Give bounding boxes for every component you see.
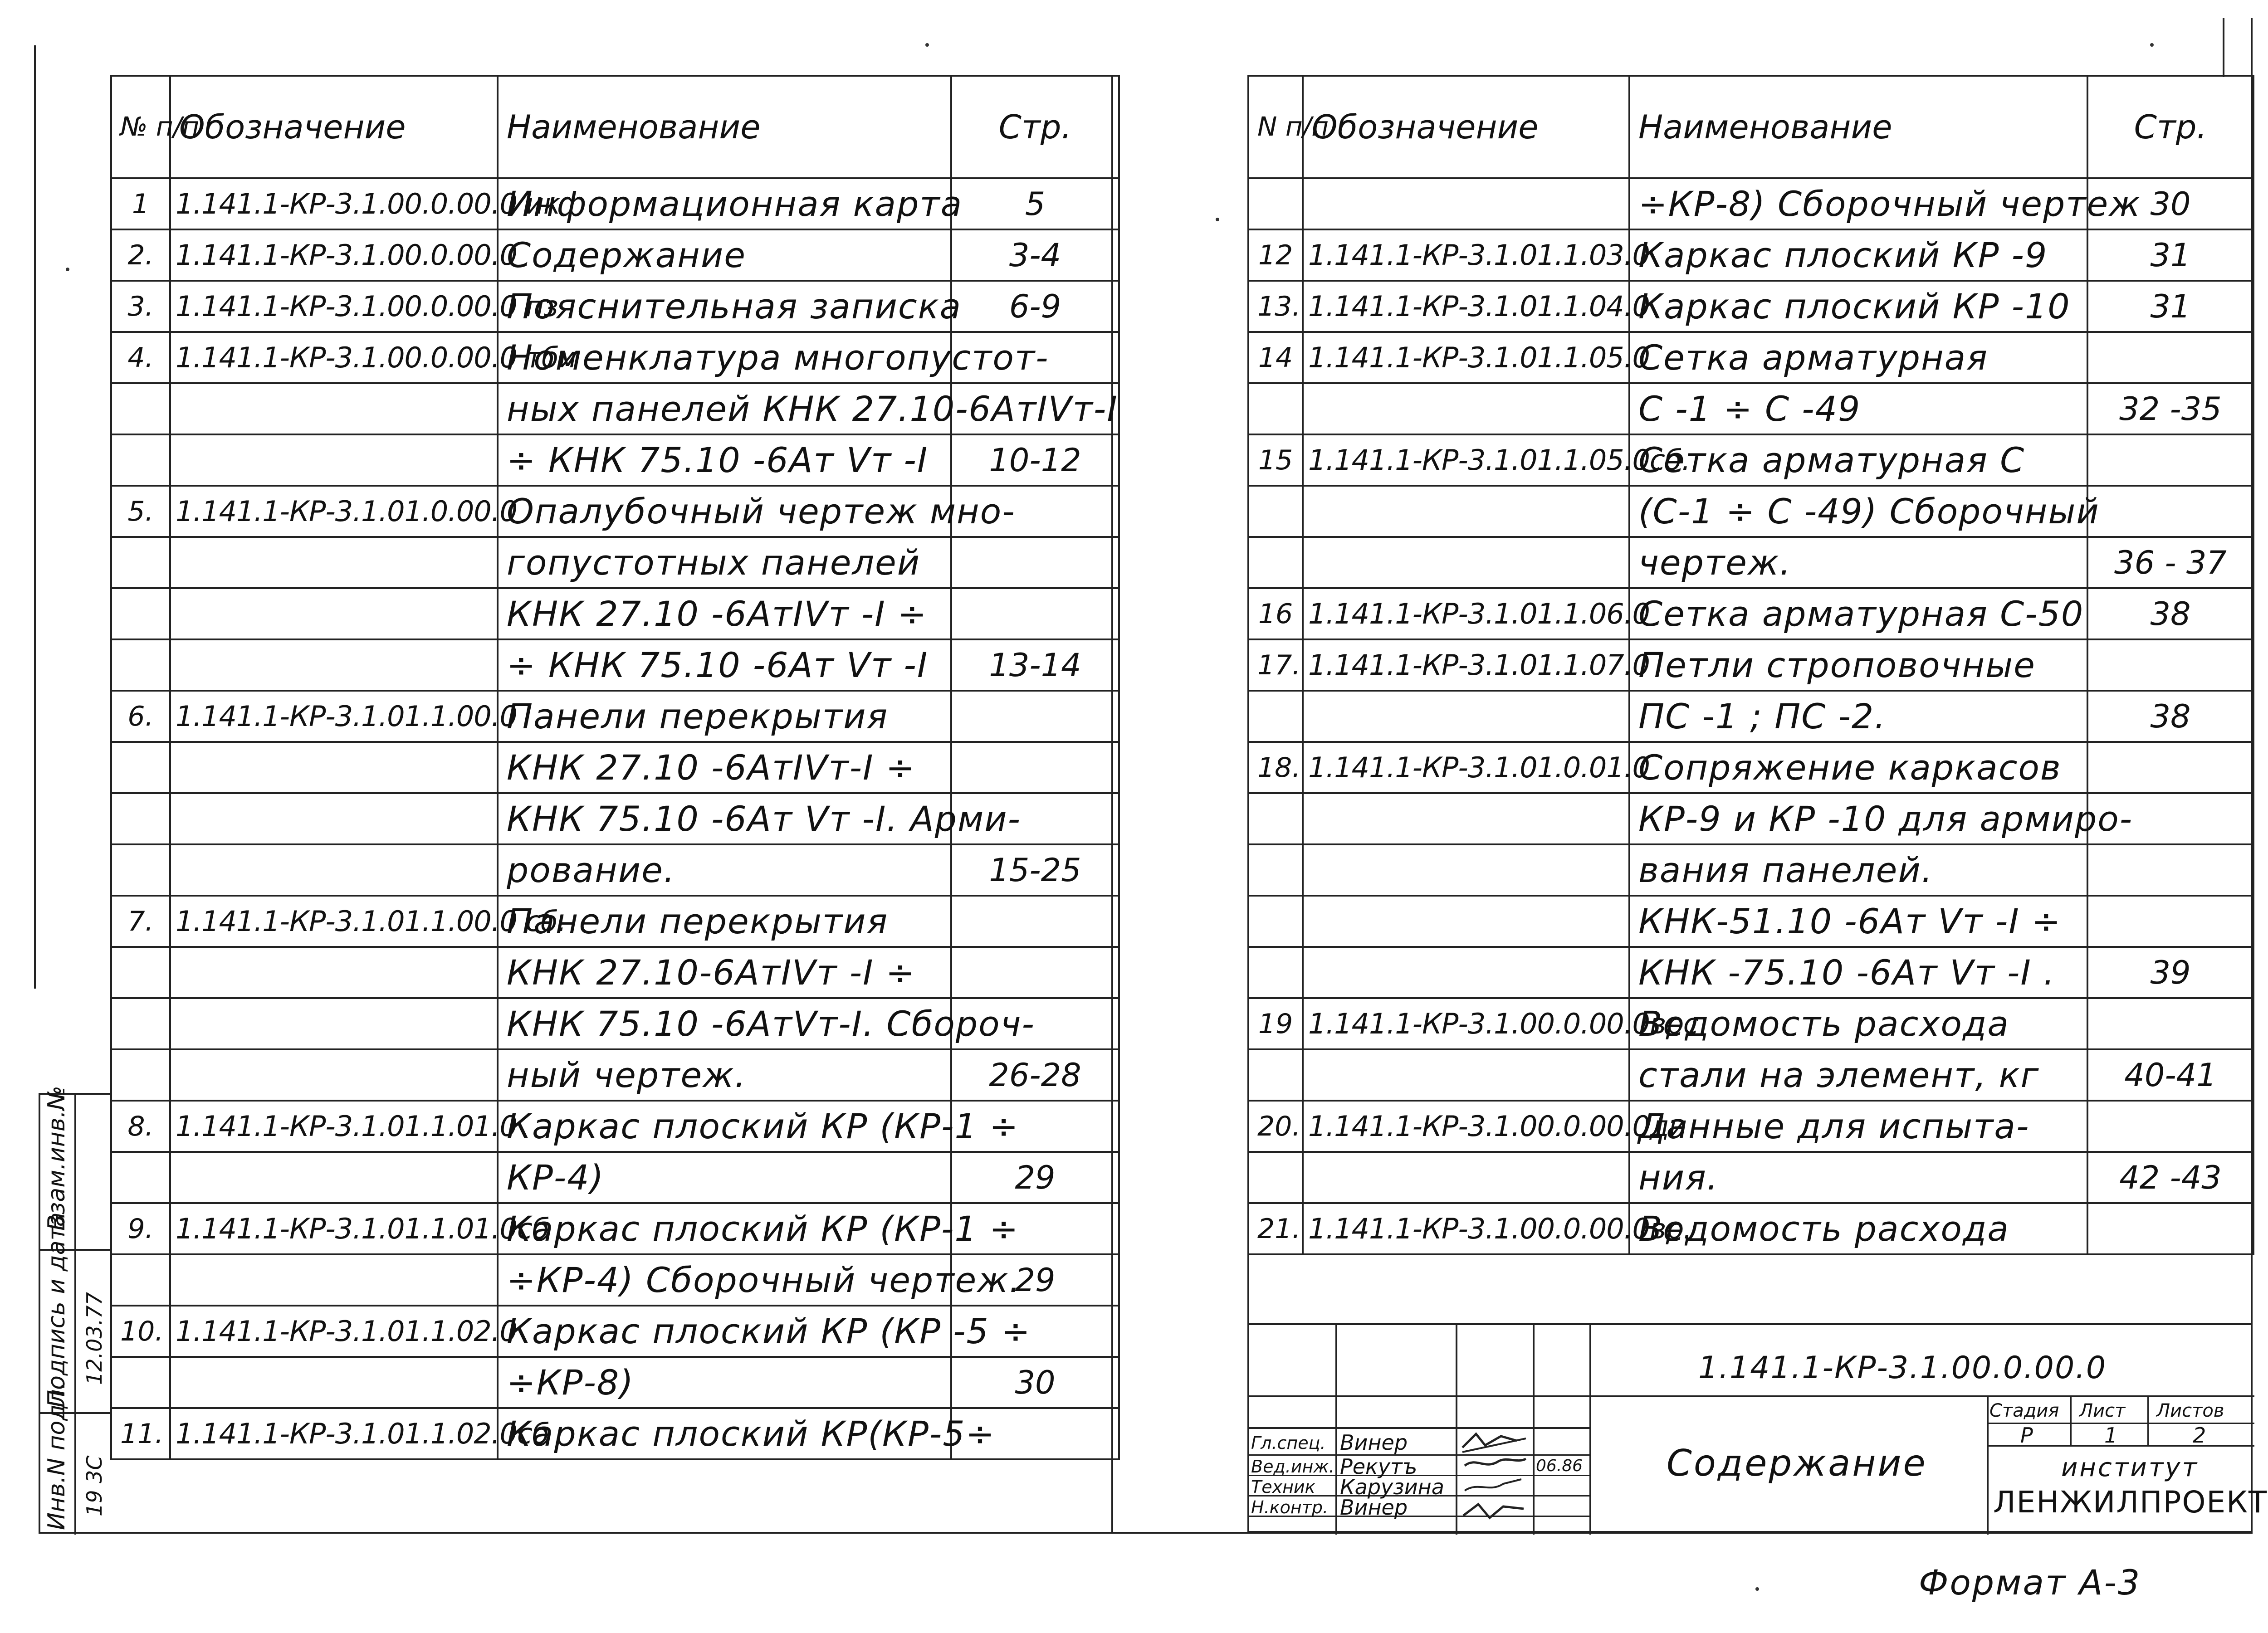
row-number <box>111 947 170 998</box>
row-page: 15-25 <box>951 844 1119 896</box>
replace-inv-label: Взам.инв.№ <box>43 1086 70 1231</box>
row-number <box>1248 793 1303 844</box>
table-row <box>111 1203 1119 1254</box>
row-page <box>951 947 1119 998</box>
table-row <box>111 486 1119 537</box>
row-title: ÷ КНК 75.10 -6Ат Vт -I <box>498 639 951 691</box>
header-name: Наименование <box>498 76 951 178</box>
row-title: Каркас плоский КР -9 <box>1629 229 2087 281</box>
row-title: вания панелей. <box>1629 844 2087 896</box>
row-designation <box>170 434 498 486</box>
contents-table-right <box>1247 75 2254 1255</box>
table-row <box>1248 1152 2253 1203</box>
row-title: Содержание <box>498 229 951 281</box>
frame-left-line <box>34 45 36 989</box>
table-row <box>111 896 1119 947</box>
row-designation: 1.141.1-КР-3.1.01.0.00.0 <box>170 486 498 537</box>
inv-no-label: Инв.N подл. <box>43 1381 70 1530</box>
header-no: № п/п <box>111 76 170 178</box>
row-page <box>2087 486 2253 537</box>
table-row <box>1248 896 2253 947</box>
row-number: 5. <box>111 486 170 537</box>
row-designation <box>170 742 498 793</box>
row-title: КНК 27.10-6АтIVт -I ÷ <box>498 947 951 998</box>
row-designation <box>1303 1152 1629 1203</box>
row-designation: 1.141.1-КР-3.1.00.0.00.0 <box>170 229 498 281</box>
row-title: стали на элемент, кг <box>1629 1049 2087 1101</box>
row-page: 32 -35 <box>2087 383 2253 434</box>
table-row <box>1248 537 2253 588</box>
row-page: 38 <box>2087 588 2253 639</box>
row-title: Панели перекрытия <box>498 896 951 947</box>
row-title: гопустотных панелей <box>498 537 951 588</box>
row-number <box>111 742 170 793</box>
row-number: 8. <box>111 1101 170 1152</box>
row-title: рование. <box>498 844 951 896</box>
row-number <box>111 998 170 1049</box>
signatures-icon <box>1458 1429 1533 1534</box>
row-number: 9. <box>111 1203 170 1254</box>
table-row <box>111 1306 1119 1357</box>
header-row <box>111 76 1119 178</box>
row-number: 16 <box>1248 588 1303 639</box>
row-page: 6-9 <box>951 281 1119 332</box>
stamp-title: Содержание <box>1667 1442 1927 1484</box>
row-page: 42 -43 <box>2087 1152 2253 1203</box>
row-page <box>2087 844 2253 896</box>
row-number <box>111 844 170 896</box>
row-title: Пояснительная записка <box>498 281 951 332</box>
row-number <box>111 434 170 486</box>
row-number <box>111 793 170 844</box>
row-title: ных панелей КНК 27.10-6АтIVт-I <box>498 383 951 434</box>
row-title: КНК -75.10 -6Ат Vт -I . <box>1629 947 2087 998</box>
row-number <box>1248 896 1303 947</box>
row-number <box>111 588 170 639</box>
header-code: Обозначение <box>170 76 498 178</box>
row-page <box>2087 434 2253 486</box>
header-page: Стр. <box>2087 76 2253 178</box>
row-designation: 1.141.1-КР-3.1.01.1.04.0 <box>1303 281 1629 332</box>
row-title: КР-4) <box>498 1152 951 1203</box>
table-row <box>111 1408 1119 1459</box>
header-no: N п/п <box>1248 76 1303 178</box>
row-page: 30 <box>2087 178 2253 229</box>
table-row <box>111 947 1119 998</box>
row-title: ÷ КНК 75.10 -6Ат Vт -I <box>498 434 951 486</box>
side-stamp <box>39 1086 110 1533</box>
row-designation: 1.141.1-КР-3.1.00.0.00.0 тби <box>170 332 498 383</box>
header-code: Обозначение <box>1303 76 1629 178</box>
row-number <box>1248 844 1303 896</box>
table-row <box>1248 947 2253 998</box>
row-title: Петли строповочные <box>1629 639 2087 691</box>
row-designation: 1.141.1-КР-3.1.01.1.02.0сб <box>170 1408 498 1459</box>
row-title: КНК 27.10 -6АтIVт -I ÷ <box>498 588 951 639</box>
row-designation: 1.141.1-КР-3.1.00.0.00.0 пз <box>170 281 498 332</box>
row-page: 5 <box>951 178 1119 229</box>
row-page <box>951 537 1119 588</box>
table-row <box>111 639 1119 691</box>
role-3: Техник <box>1251 1477 1315 1497</box>
row-title: Каркас плоский КР (КР -5 ÷ <box>498 1306 951 1357</box>
table-row <box>111 434 1119 486</box>
table-row <box>1248 742 2253 793</box>
scan-speck <box>2150 43 2154 47</box>
row-number: 19 <box>1248 998 1303 1049</box>
row-page <box>951 742 1119 793</box>
role-1: Гл.спец. <box>1251 1433 1326 1453</box>
row-title: Каркас плоский КР (КР-1 ÷ <box>498 1101 951 1152</box>
row-designation: 1.141.1-КР-3.1.01.1.00.0 <box>170 691 498 742</box>
row-designation: 1.141.1-КР-3.1.01.1.01.0 <box>170 1101 498 1152</box>
role-2: Вед.инж. <box>1251 1457 1334 1477</box>
table-row <box>1248 486 2253 537</box>
institute-label: институт <box>2061 1453 2199 1482</box>
row-designation <box>170 1357 498 1408</box>
row-designation <box>1303 691 1629 742</box>
row-number <box>1248 1152 1303 1203</box>
row-designation <box>1303 947 1629 998</box>
table-row <box>111 332 1119 383</box>
row-title: КР-9 и КР -10 для армиро- <box>1629 793 2087 844</box>
row-page: 13-14 <box>951 639 1119 691</box>
row-page: 29 <box>951 1254 1119 1306</box>
row-page: 31 <box>2087 281 2253 332</box>
row-page: 39 <box>2087 947 2253 998</box>
row-number <box>111 1152 170 1203</box>
row-number: 6. <box>111 691 170 742</box>
row-title: Опалубочный чертеж мно- <box>498 486 951 537</box>
row-number: 1 <box>111 178 170 229</box>
row-title: Данные для испыта- <box>1629 1101 2087 1152</box>
row-page: 3-4 <box>951 229 1119 281</box>
row-title: Каркас плоский КР -10 <box>1629 281 2087 332</box>
row-number: 18. <box>1248 742 1303 793</box>
row-title: чертеж. <box>1629 537 2087 588</box>
table-row <box>1248 998 2253 1049</box>
role-1-name: Винер <box>1340 1430 1408 1455</box>
row-designation: 1.141.1-КР-3.1.01.1.07.0 <box>1303 639 1629 691</box>
table-row <box>1248 178 2253 229</box>
row-designation: 1.141.1-КР-3.1.01.1.05.0сб. <box>1303 434 1629 486</box>
row-page <box>951 588 1119 639</box>
row-designation <box>1303 1049 1629 1101</box>
table-row <box>111 1152 1119 1203</box>
row-title: ПС -1 ; ПС -2. <box>1629 691 2087 742</box>
row-number: 3. <box>111 281 170 332</box>
row-title: Ведомость расхода <box>1629 1203 2087 1254</box>
row-page: 29 <box>951 1152 1119 1203</box>
table-row <box>1248 229 2253 281</box>
row-title: Сетка арматурная <box>1629 332 2087 383</box>
row-designation <box>170 537 498 588</box>
row-designation <box>1303 486 1629 537</box>
row-number: 11. <box>111 1408 170 1459</box>
row-designation <box>1303 896 1629 947</box>
row-page: 40-41 <box>2087 1049 2253 1101</box>
frame-corner-line <box>2223 18 2224 77</box>
row-title: Панели перекрытия <box>498 691 951 742</box>
row-designation: 1.141.1-КР-3.1.00.0.00.0врс <box>1303 998 1629 1049</box>
row-designation: 1.141.1-КР-3.1.01.1.06.0 <box>1303 588 1629 639</box>
row-designation <box>170 588 498 639</box>
row-number: 2. <box>111 229 170 281</box>
row-designation: 1.141.1-КР-3.1.01.1.01.0сб <box>170 1203 498 1254</box>
row-number: 10. <box>111 1306 170 1357</box>
row-page <box>2087 742 2253 793</box>
sheets-label: Листов <box>2156 1400 2224 1421</box>
stage-label: Стадия <box>1989 1400 2059 1421</box>
row-title: С -1 ÷ С -49 <box>1629 383 2087 434</box>
stamp-date: 06.86 <box>1536 1457 1583 1475</box>
row-designation <box>170 793 498 844</box>
row-designation: 1.141.1-КР-3.1.01.0.01.0 <box>1303 742 1629 793</box>
row-designation <box>170 947 498 998</box>
scan-speck <box>925 43 929 47</box>
row-number <box>111 1254 170 1306</box>
table-row <box>1248 1203 2253 1254</box>
header-row <box>1248 76 2253 178</box>
table-row <box>1248 383 2253 434</box>
title-block <box>1247 1323 2268 1533</box>
row-title: Каркас плоский КР(КР-5÷ <box>498 1408 951 1459</box>
row-page: 10-12 <box>951 434 1119 486</box>
stage-value: Р <box>2020 1423 2033 1448</box>
row-number <box>111 537 170 588</box>
row-page <box>2087 1203 2253 1254</box>
row-number <box>1248 691 1303 742</box>
row-number <box>1248 537 1303 588</box>
row-designation <box>1303 844 1629 896</box>
row-title: Каркас плоский КР (КР-1 ÷ <box>498 1203 951 1254</box>
table-row <box>111 1049 1119 1101</box>
row-designation: 1.141.1-КР-3.1.00.0.00.0ди <box>1303 1101 1629 1152</box>
row-title: КНК 75.10 -6Ат Vт -I. Арми- <box>498 793 951 844</box>
table-row <box>111 998 1119 1049</box>
row-number: 14 <box>1248 332 1303 383</box>
inv-value: 19 3С <box>82 1455 107 1516</box>
row-page <box>951 691 1119 742</box>
row-number: 20. <box>1248 1101 1303 1152</box>
row-designation <box>1303 178 1629 229</box>
scan-speck <box>1755 1587 1759 1591</box>
role-3-name: Карузина <box>1340 1475 1444 1499</box>
table-row <box>111 691 1119 742</box>
row-number <box>1248 1049 1303 1101</box>
table-row <box>111 281 1119 332</box>
row-page: 31 <box>2087 229 2253 281</box>
sheets-value: 2 <box>2193 1423 2206 1448</box>
table-row <box>1248 1049 2253 1101</box>
row-page <box>2087 639 2253 691</box>
row-title: Номенклатура многопустот- <box>498 332 951 383</box>
row-title: КНК-51.10 -6Ат Vт -I ÷ <box>1629 896 2087 947</box>
row-number: 13. <box>1248 281 1303 332</box>
sheet-label: Лист <box>2079 1400 2126 1421</box>
role-2-name: Рекутъ <box>1340 1454 1418 1479</box>
row-title: КНК 27.10 -6АтIVт-I ÷ <box>498 742 951 793</box>
table-row <box>111 229 1119 281</box>
row-title: Ведомость расхода <box>1629 998 2087 1049</box>
table-row <box>111 178 1119 229</box>
date-value: 12.03.77 <box>82 1292 107 1385</box>
row-designation: 1.141.1-КР-3.1.01.1.03.0 <box>1303 229 1629 281</box>
row-page: 26-28 <box>951 1049 1119 1101</box>
table-row <box>1248 588 2253 639</box>
row-page: 38 <box>2087 691 2253 742</box>
role-4: Н.контр. <box>1251 1497 1329 1517</box>
row-page <box>2087 896 2253 947</box>
table-row <box>1248 639 2253 691</box>
scan-speck <box>66 268 69 271</box>
row-title: КНК 75.10 -6АтVт-I. Сбороч- <box>498 998 951 1049</box>
row-number: 17. <box>1248 639 1303 691</box>
row-title: (С-1 ÷ С -49) Сборочный <box>1629 486 2087 537</box>
row-page <box>2087 998 2253 1049</box>
row-designation <box>170 383 498 434</box>
table-row <box>1248 793 2253 844</box>
table-row <box>1248 1101 2253 1152</box>
row-number <box>111 1049 170 1101</box>
row-title: ÷КР-8) Сборочный чертеж <box>1629 178 2087 229</box>
row-number: 21. <box>1248 1203 1303 1254</box>
row-title: ный чертеж. <box>498 1049 951 1101</box>
table-row <box>111 537 1119 588</box>
table-row <box>1248 332 2253 383</box>
row-designation <box>1303 793 1629 844</box>
sheet-value: 1 <box>2104 1423 2118 1448</box>
sign-date-label: Подпись и дата <box>43 1212 70 1408</box>
row-page: 36 - 37 <box>2087 537 2253 588</box>
row-number: 7. <box>111 896 170 947</box>
header-page: Стр. <box>951 76 1119 178</box>
row-page: 30 <box>951 1357 1119 1408</box>
row-title: ÷КР-8) <box>498 1357 951 1408</box>
institute-name: ЛЕНЖИЛПРОЕКТ <box>1993 1485 2268 1520</box>
contents-table-left <box>110 75 1120 1460</box>
row-designation: 1.141.1-КР-3.1.00.0.00.0вр. <box>1303 1203 1629 1254</box>
table-row <box>1248 844 2253 896</box>
row-designation <box>170 1254 498 1306</box>
row-number <box>111 1357 170 1408</box>
row-number: 4. <box>111 332 170 383</box>
row-number <box>1248 178 1303 229</box>
header-name: Наименование <box>1629 76 2087 178</box>
role-4-name: Винер <box>1340 1495 1408 1520</box>
row-designation <box>170 998 498 1049</box>
table-row <box>111 588 1119 639</box>
table-row <box>111 742 1119 793</box>
stamp-designation: 1.141.1-КР-3.1.00.0.00.0 <box>1698 1350 2107 1386</box>
table-row <box>111 1101 1119 1152</box>
row-designation <box>170 844 498 896</box>
row-title: Информационная карта <box>498 178 951 229</box>
row-number <box>1248 486 1303 537</box>
row-designation <box>170 1152 498 1203</box>
table-row <box>1248 691 2253 742</box>
row-number: 15 <box>1248 434 1303 486</box>
contents-body-right <box>1248 178 2253 1254</box>
row-designation <box>1303 537 1629 588</box>
row-number <box>111 639 170 691</box>
row-title: Сопряжение каркасов <box>1629 742 2087 793</box>
row-designation: 1.141.1-КР-3.1.00.0.00.0 ик <box>170 178 498 229</box>
row-designation: 1.141.1-КР-3.1.01.1.02.0 <box>170 1306 498 1357</box>
row-designation: 1.141.1-КР-3.1.01.1.00.0 сб. <box>170 896 498 947</box>
row-number <box>111 383 170 434</box>
row-page <box>2087 332 2253 383</box>
table-row <box>1248 281 2253 332</box>
row-designation <box>170 639 498 691</box>
row-designation <box>1303 383 1629 434</box>
table-row <box>111 1254 1119 1306</box>
contents-body-left <box>111 178 1119 1459</box>
table-row <box>111 383 1119 434</box>
scan-speck <box>1216 218 1219 221</box>
table-row <box>1248 434 2253 486</box>
row-title: Сетка арматурная С-50 <box>1629 588 2087 639</box>
row-title: Сетка арматурная С <box>1629 434 2087 486</box>
format-label: Формат А-3 <box>1919 1562 2141 1603</box>
row-number <box>1248 383 1303 434</box>
table-row <box>111 793 1119 844</box>
row-designation: 1.141.1-КР-3.1.01.1.05.0 <box>1303 332 1629 383</box>
row-title: ÷КР-4) Сборочный чертеж. <box>498 1254 951 1306</box>
row-title: ния. <box>1629 1152 2087 1203</box>
table-row <box>111 1357 1119 1408</box>
row-number: 12 <box>1248 229 1303 281</box>
table-row <box>111 844 1119 896</box>
row-page <box>951 896 1119 947</box>
row-designation <box>170 1049 498 1101</box>
row-number <box>1248 947 1303 998</box>
row-page <box>2087 1101 2253 1152</box>
